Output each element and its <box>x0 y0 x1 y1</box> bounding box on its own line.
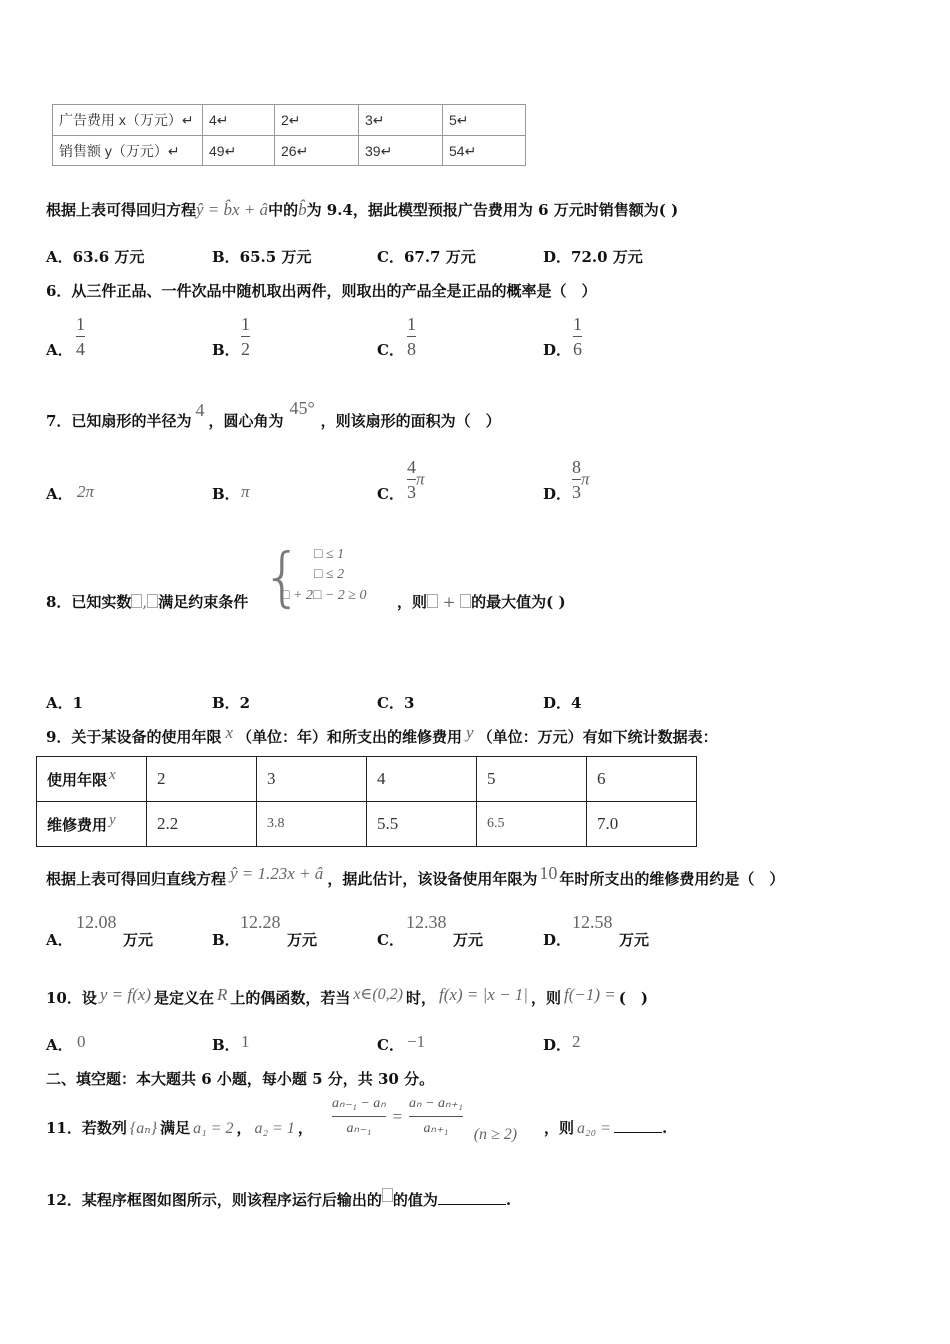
q9-option-a-unit: 万元 <box>123 931 154 949</box>
table-cell: 7.0 <box>587 802 697 847</box>
q10-R: R <box>217 985 228 1004</box>
q6-option-b-value <box>241 314 250 359</box>
table-cell: 4 <box>367 757 477 802</box>
fraction-bar <box>407 336 416 337</box>
q11-a20: a₂₀ = <box>577 1120 611 1137</box>
q11-a2: a₂ = 1 <box>254 1120 295 1137</box>
q11-stem-text: ， <box>236 1119 252 1137</box>
q9-stem-text: ，据此估计，该设备使用年限为 <box>327 870 538 888</box>
denominator: 8 <box>407 339 416 359</box>
q9-stem-text: 根据上表可得回归直线方程 <box>46 870 227 888</box>
table-row <box>53 105 525 136</box>
table-cell: 4↵ <box>203 105 275 135</box>
q11-a1: a₁ = 2 <box>193 1120 234 1137</box>
pi-symbol: π <box>416 469 425 489</box>
q11-stem-a <box>46 1117 313 1138</box>
q9-option-b-value: 12.28 <box>240 912 281 932</box>
q11-stem-b <box>544 1117 667 1138</box>
q10-option-b-value: 1 <box>241 1032 250 1051</box>
q7-option-c-label[interactable]: C． <box>377 485 404 503</box>
q5-option-d[interactable]: D．72.0 万元 <box>543 248 643 266</box>
placeholder-glyph-icon <box>147 594 158 608</box>
q10-stem-text: 10．设 <box>46 989 97 1007</box>
q9-stem-text: （单位：年）和所支出的维修费用 <box>237 728 463 746</box>
placeholder-glyph-icon <box>131 594 142 608</box>
q5-bhat: b̂ <box>298 200 307 219</box>
constraint-1: □ ≤ 1 <box>314 547 345 562</box>
q10-function: y = f(x) <box>99 985 151 1004</box>
q5-equation: ŷ = b̂x + â <box>196 200 269 219</box>
var-x: x <box>109 766 116 783</box>
q10-stem-text: ，则 <box>530 989 561 1007</box>
numerator: aₙ − aₙ₊₁ <box>409 1096 463 1111</box>
fraction-bar <box>332 1116 386 1117</box>
q9-option-c-value: 12.38 <box>406 912 447 932</box>
var-x: x <box>225 723 233 742</box>
q11-stem-text: ，则 <box>544 1119 575 1137</box>
q12-stem <box>46 1188 511 1210</box>
ad-sales-table <box>52 104 526 166</box>
table-cell: 5↵ <box>449 112 469 128</box>
q7-stem-text: ，则该扇形的面积为（ ） <box>320 412 501 430</box>
q5-option-b[interactable]: B．65.5 万元 <box>212 248 312 266</box>
q5-stem-text: 根据上表可得回归方程 <box>46 201 197 219</box>
q11-sequence: {aₙ} <box>129 1120 158 1137</box>
fraction-bar <box>76 336 85 337</box>
fraction-bar <box>573 336 582 337</box>
placeholder-glyph-icon <box>382 1188 393 1202</box>
q7-stem <box>46 398 501 431</box>
placeholder-glyph-icon <box>460 594 471 608</box>
q10-option-a-value: 0 <box>77 1032 86 1051</box>
fraction-bar <box>241 336 250 337</box>
fraction <box>332 1094 386 1139</box>
q5-option-a[interactable]: A．63.6 万元 <box>46 248 145 266</box>
q5-stem-text: 中的 <box>268 201 299 219</box>
fraction <box>572 457 581 502</box>
table-cell: 3 <box>257 757 367 802</box>
q9-equation: ŷ = 1.23x + â <box>230 864 324 883</box>
q10-option-c-value: −1 <box>407 1032 426 1051</box>
q9-option-b-label[interactable]: B． <box>212 931 240 949</box>
q9-stem-text: 年时所支出的维修费用约是（ ） <box>559 870 785 888</box>
q7-option-a-value: 2π <box>77 482 95 501</box>
table-header-cell <box>37 757 147 802</box>
q6-option-a-value <box>76 314 85 359</box>
table-cell: 5.5 <box>367 802 477 847</box>
header-label: 使用年限 <box>47 770 108 789</box>
q10-domain: x∈(0,2) <box>353 986 404 1003</box>
q9-stem-text: 9．关于某设备的使用年限 <box>46 728 222 746</box>
q8-stem-a: 8．已知实数 , 满足约束条件 <box>46 593 249 611</box>
table-cell: 6.5 <box>477 802 587 847</box>
table-cell: 3.8 <box>257 802 367 847</box>
table-cell: 2↵ <box>275 105 359 135</box>
table-cell: 49↵ <box>203 136 275 166</box>
constraint-brace-icon: { <box>262 541 303 615</box>
q8-stem-text: 满足约束条件 <box>158 593 249 611</box>
q9-option-a-label[interactable]: A． <box>46 931 73 949</box>
q10-stem-text: 是定义在 <box>153 989 214 1007</box>
q9-stem-text: （单位：万元）有如下统计数据表： <box>477 728 718 746</box>
q8-stem-b <box>397 591 566 612</box>
q8-option-a[interactable]: A．1 <box>46 694 84 712</box>
table-row <box>37 757 697 802</box>
q7-angle: 45° <box>289 398 315 418</box>
q5-option-c[interactable]: C．67.7 万元 <box>377 248 476 266</box>
table-cell: 2.2 <box>147 802 257 847</box>
fraction <box>407 457 416 502</box>
q11-stem-text: . <box>661 1119 668 1137</box>
constraint-3: □ + 2□ − 2 ≥ 0 <box>281 588 367 603</box>
q10-stem-text: 上的偶函数，若当 <box>230 989 351 1007</box>
q7-stem-text: 7．已知扇形的半径为 <box>46 412 192 430</box>
q10-option-c-label[interactable]: C． <box>377 1036 404 1054</box>
numerator: 1 <box>241 314 250 334</box>
q7-option-b-value: π <box>241 482 250 501</box>
plus-sign: + <box>438 593 461 611</box>
q11-stem-text: 11．若数列 <box>46 1119 127 1137</box>
table-cell: 销售额 y（万元）↵ <box>53 136 203 166</box>
var-y: y <box>109 811 116 828</box>
q8-option-b[interactable]: B．2 <box>212 694 251 712</box>
q10-stem-text: 时， <box>406 989 437 1007</box>
q11-stem-text: ， <box>297 1119 313 1137</box>
constraint-2: □ ≤ 2 <box>314 567 345 582</box>
q7-option-d-label[interactable]: D． <box>543 485 572 503</box>
table-cell: 6 <box>587 757 697 802</box>
q8-stem-text: 的最大值为( ) <box>471 593 566 611</box>
answer-blank[interactable] <box>438 1204 506 1205</box>
q6-option-c-label[interactable]: C． <box>377 341 404 359</box>
q6-option-c-value <box>407 314 416 359</box>
denominator: aₙ₊₁ <box>423 1121 449 1136</box>
q10-option-d-label[interactable]: D． <box>543 1036 572 1054</box>
q9-option-b-unit: 万元 <box>287 931 318 949</box>
q11-stem-text: 满足 <box>160 1119 191 1137</box>
q9-option-d-value: 12.58 <box>572 912 613 932</box>
q9-option-d-unit: 万元 <box>619 931 650 949</box>
placeholder-glyph-icon <box>427 594 438 608</box>
q9-option-a-value: 12.08 <box>76 912 117 932</box>
q10-option-b-label[interactable]: B． <box>212 1036 240 1054</box>
denominator: aₙ₋₁ <box>346 1121 372 1136</box>
q12-stem-text: 的值为 <box>392 1191 438 1209</box>
header-label: 维修费用 <box>47 815 108 834</box>
numerator: 1 <box>573 314 582 334</box>
q7-option-a-label[interactable]: A． <box>46 485 73 503</box>
table-cell: 广告费用 x（万元）↵ <box>53 105 203 135</box>
table-row <box>53 136 525 166</box>
q10-option-d-value: 2 <box>572 1032 581 1051</box>
q7-radius: 4 <box>195 400 205 420</box>
q9-option-d-label[interactable]: D． <box>543 931 572 949</box>
q6-option-d-label[interactable]: D． <box>543 341 572 359</box>
q7-option-b-label[interactable]: B． <box>212 485 240 503</box>
table-cell: 3↵ <box>359 105 443 135</box>
denominator: 4 <box>76 339 85 359</box>
q7-option-d-value <box>572 457 590 502</box>
denominator: 2 <box>241 339 250 359</box>
table-row <box>37 802 697 847</box>
q10-stem-text: ( ) <box>618 989 648 1007</box>
q6-option-b-label[interactable]: B． <box>212 341 240 359</box>
q7-stem-text: ，圆心角为 <box>208 412 284 430</box>
q9-stem <box>46 723 718 747</box>
numerator: 4 <box>407 457 416 477</box>
var-y: y <box>466 723 474 742</box>
q11-condition: (n ≥ 2) <box>473 1125 518 1143</box>
q9-ten: 10 <box>539 863 558 883</box>
numerator: aₙ₋₁ − aₙ <box>332 1096 386 1111</box>
table-cell: 26↵ <box>275 136 359 166</box>
q8-option-d[interactable]: D．4 <box>543 694 582 712</box>
q10-stem <box>46 987 648 1008</box>
q8-stem-text: ，则 <box>397 593 428 611</box>
pi-symbol: π <box>581 469 590 489</box>
q6-stem: 6．从三件正品、一件次品中随机取出两件，则取出的产品全是正品的概率是（ ） <box>46 282 597 300</box>
q10-piece: f(x) = |x − 1| <box>439 985 528 1004</box>
q5-stem <box>46 199 678 220</box>
usage-cost-table <box>36 756 697 847</box>
q8-option-c[interactable]: C．3 <box>377 694 415 712</box>
fraction-bar <box>409 1116 463 1117</box>
table-cell: 54↵ <box>449 143 477 159</box>
q10-query: f(−1) = <box>563 985 616 1004</box>
q7-option-c-value <box>407 457 425 502</box>
section-heading: 二、填空题：本大题共 6 小题，每小题 5 分，共 30 分。 <box>46 1070 435 1088</box>
table-cell: 5 <box>477 757 587 802</box>
numerator: 1 <box>76 314 85 334</box>
table-cell: 2 <box>147 757 257 802</box>
q5-stem-text: 为 9.4，据此模型预报广告费用为 6 万元时销售额为( ) <box>306 201 679 219</box>
denominator: 3 <box>407 482 416 502</box>
denominator: 6 <box>573 339 582 359</box>
fraction-bar <box>407 479 416 480</box>
q9-option-c-label[interactable]: C． <box>377 931 404 949</box>
q11-recurrence: $\frac{\text{aₙ₋₁ − aₙ}}{\text{aₙ₋₁}}$ = $\frac{\text{aₙ − aₙ₊₁}}{\text{aₙ₊₁}}$ (n ≥ 2) <box>332 1096 518 1143</box>
q6-option-a-label[interactable]: A． <box>46 341 73 359</box>
q12-stem-text: . <box>505 1191 512 1209</box>
q6-option-d-value <box>573 314 582 359</box>
q8-stem-text: 8．已知实数 <box>46 593 132 611</box>
q9-option-c-unit: 万元 <box>453 931 484 949</box>
fraction-bar <box>572 479 581 480</box>
table-header-cell <box>37 802 147 847</box>
denominator: 3 <box>572 482 581 502</box>
numerator: 1 <box>407 314 416 334</box>
q9-stem-2 <box>46 863 785 889</box>
q12-stem-text: 12．某程序框图如图所示，则该程序运行后输出的 <box>46 1191 382 1209</box>
answer-blank[interactable] <box>614 1132 662 1133</box>
table-cell: 39↵ <box>359 136 443 166</box>
q10-option-a-label[interactable]: A． <box>46 1036 73 1054</box>
fraction <box>409 1094 463 1139</box>
numerator: 8 <box>572 457 581 477</box>
